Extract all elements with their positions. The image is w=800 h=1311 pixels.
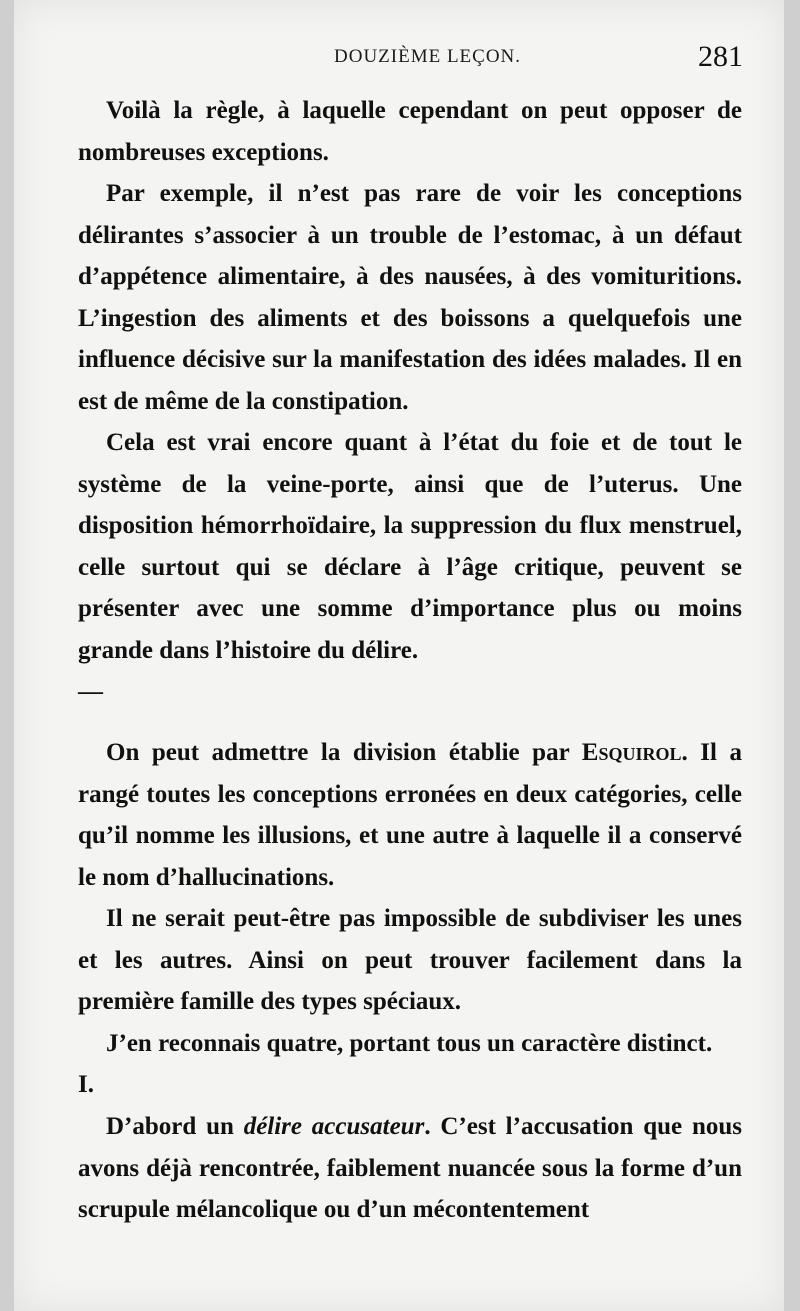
paragraph-7-italic-term: délire accusateur xyxy=(243,1113,425,1140)
paragraph-4-text-after: . Il a rangé toutes les conceptions erronées en deux catégories, celle qu’il nomme les illusions, et une autre à laquelle il a conservé le nom d’hallucinations. xyxy=(78,739,742,891)
paragraph-4 xyxy=(78,732,742,898)
paragraph-3: Cela est vrai encore quant à l’état du foie et de tout le système de la veine-porte, ainsi que de l’uterus. Une disposition hémorrhoïdaire, la suppression du flux menstruel, celle surtout qui se déclare à l’âge critique, peuvent se présenter avec une somme d’importance plus ou moins grande dans l’histoire du délire. xyxy=(78,429,742,664)
body-text xyxy=(78,90,742,1231)
book-page xyxy=(14,0,784,1311)
section-number: I. xyxy=(78,1071,94,1098)
page-number: 281 xyxy=(698,40,743,73)
paragraph-7-text-after: . C’est l’accusation que nous avons déjà rencontrée, faiblement nuancée sous la forme d’un scrupule mélancolique ou d’un mécontentement xyxy=(78,1113,742,1223)
section-separator: — xyxy=(78,678,103,705)
blank-space xyxy=(78,712,742,732)
paragraph-6: J’en reconnais quatre, portant tous un caractère distinct. xyxy=(106,1029,713,1057)
paragraph-2: Par exemple, il n’est pas rare de voir les conceptions délirantes s’associer à un trouble de l’estomac, à un défaut d’appétence alimentaire, à des nausées, à des vomituritions. L’ingestion des aliments et des boissons a quelquefois une influence décisive sur la manifestation des idées malades. Il en est de même de la constipation. xyxy=(78,180,742,415)
paragraph-7-text-before: D’abord un xyxy=(106,1113,244,1140)
running-title: DOUZIÈME LEÇON. xyxy=(334,46,522,67)
paragraph-7 xyxy=(78,1106,742,1231)
page-header xyxy=(14,40,784,80)
paragraph-1: Voilà la règle, à laquelle cependant on peut opposer de nombreuses exceptions. xyxy=(78,97,742,166)
paragraph-5: Il ne serait peut-être pas impossible de subdiviser les unes et les autres. Ainsi on peut trouver facilement dans la première famille des types spéciaux. xyxy=(78,905,742,1015)
author-name: Esquirol xyxy=(581,739,682,766)
paragraph-4-text-before: On peut admettre la division établie par xyxy=(106,739,582,766)
